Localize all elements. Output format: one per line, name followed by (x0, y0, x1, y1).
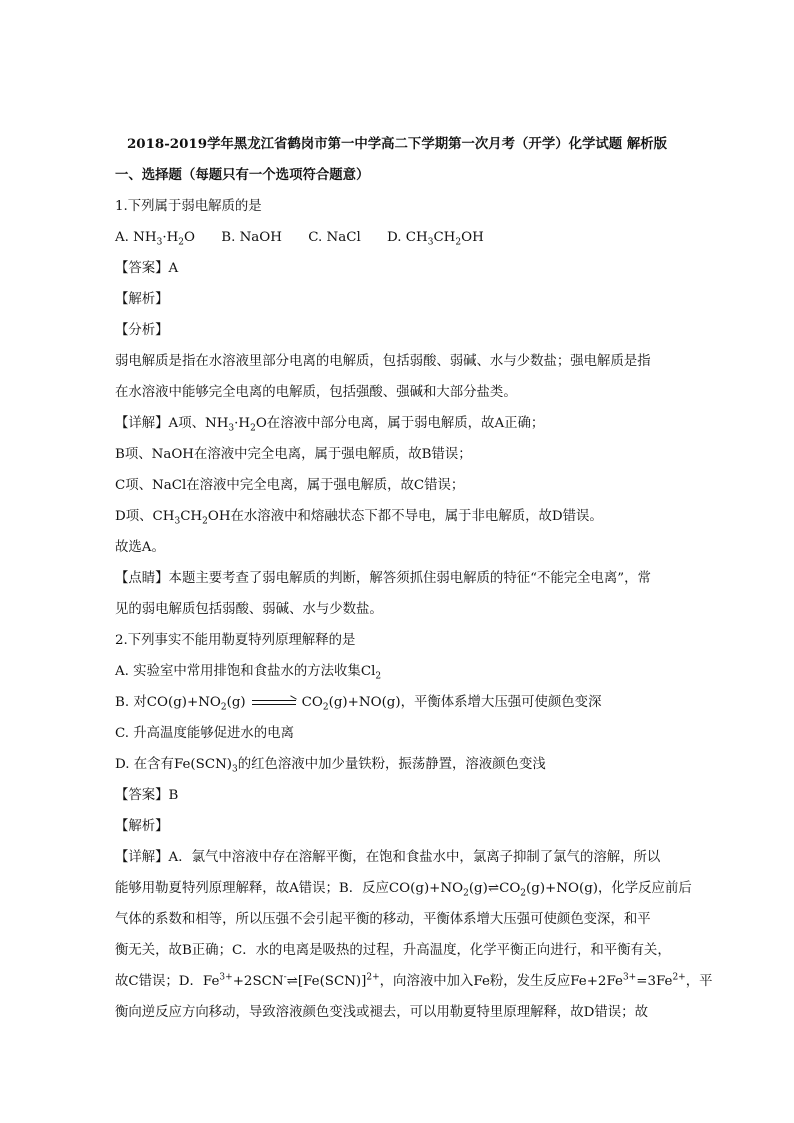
question-2-answer: 【答案】B (115, 788, 179, 803)
question-1-detail-d: D项、$CH_3CH_2OH$在水溶液中和熔融状态下都不导电，属于非电解质，故D错误。 (115, 509, 603, 527)
question-1-options (115, 228, 484, 248)
question-1-fenxi-line: 在水溶液中能够完全电离的电解质，包括强酸、强碱和大部分盐类。 (115, 385, 517, 400)
question-2-option-d: D. 在含有$Fe(SCN)_3$的红色溶液中加少量铁粉，振荡静置，溶液颜色变浅 (115, 757, 546, 775)
question-2-detail-line: 衡向逆反应方向移动，导致溶液颜色变浅或褪去，可以用勒夏特里原理解释，故D错误；故 (115, 1005, 648, 1020)
question-2-analysis-heading: 【解析】 (115, 819, 169, 834)
document-title: 2018-2019学年黑龙江省鹤岗市第一中学高二下学期第一次月考（开学）化学试题 解析版 (126, 136, 668, 152)
question-2-detail-line: 故C错误；D．$Fe^{3+}+2SCN^-\rightleftharpoons[Fe(SCN)]^{2+}$，向溶液中加入Fe粉，发生反应$Fe+2Fe^{3+}=3Fe^{2+}$，平 (115, 972, 713, 989)
question-1-point-line: 【点睛】本题主要考查了弱电解质的判断，解答须抓住弱电解质的特征“不能完全电离”，常 (115, 571, 651, 586)
question-1-stem: 1.下列属于弱电解质的是 (115, 199, 262, 214)
option-a: A. $NH_3\cdot H_2O$ (115, 230, 195, 248)
question-2-option-c: C. 升高温度能够促进水的电离 (115, 726, 294, 741)
question-2-stem: 2.下列事实不能用勒夏特列原理解释的是 (115, 633, 356, 648)
question-2-detail-line: 能够用勒夏特列原理解释，故A错误；B．反应$CO(g)+NO_2(g)\rightleftharpoons CO_2(g)+NO(g)$，化学反应前后 (115, 881, 692, 899)
section-heading: 一、选择题（每题只有一个选项符合题意） (115, 167, 370, 183)
question-1-answer: 【答案】A (115, 261, 179, 276)
question-1-detail-c: C项、NaCl在溶液中完全电离，属于强电解质，故C错误； (115, 478, 465, 493)
question-2-option-b: B. 对$CO(g)+NO_2(g)$ $CO_2(g)+NO(g)$，平衡体系增大压强可使颜色变深 (115, 695, 602, 713)
question-1-detail-b: B项、NaOH在溶液中完全电离，属于强电解质，故B错误； (115, 447, 472, 462)
question-2-detail-line: 气体的系数和相等，所以压强不会引起平衡的移动，平衡体系增大压强可使颜色变深，和平 (115, 912, 651, 927)
option-c: C. NaCl (308, 230, 361, 245)
option-b: B. NaOH (221, 230, 282, 245)
question-1-conclusion: 故选A。 (115, 540, 165, 555)
equilibrium-arrow-icon (252, 699, 296, 707)
question-1-fenxi-heading: 【分析】 (115, 323, 169, 338)
question-2-option-a: A. 实验室中常用排饱和食盐水的方法收集$Cl_2$ (115, 664, 382, 682)
option-d: D. $CH_3CH_2OH$ (387, 230, 484, 248)
question-2-detail-line: 衡无关，故B正确；C．水的电离是吸热的过程，升高温度，化学平衡正向进行，和平衡有关， (115, 943, 671, 958)
question-1-detail-a: 【详解】A项、$NH_3\cdot H_2O$在溶液中部分电离，属于弱电解质，故A正确； (115, 416, 545, 434)
question-2-detail-line: 【详解】A．氯气中溶液中存在溶解平衡，在饱和食盐水中，氯离子抑制了氯气的溶解，所以 (115, 850, 661, 865)
question-1-point-line: 见的弱电解质包括弱酸、弱碱、水与少数盐。 (115, 602, 383, 617)
question-1-analysis-heading: 【解析】 (115, 292, 169, 307)
question-1-fenxi-line: 弱电解质是指在水溶液里部分电离的电解质，包括弱酸、弱碱、水与少数盐；强电解质是指 (115, 354, 651, 369)
